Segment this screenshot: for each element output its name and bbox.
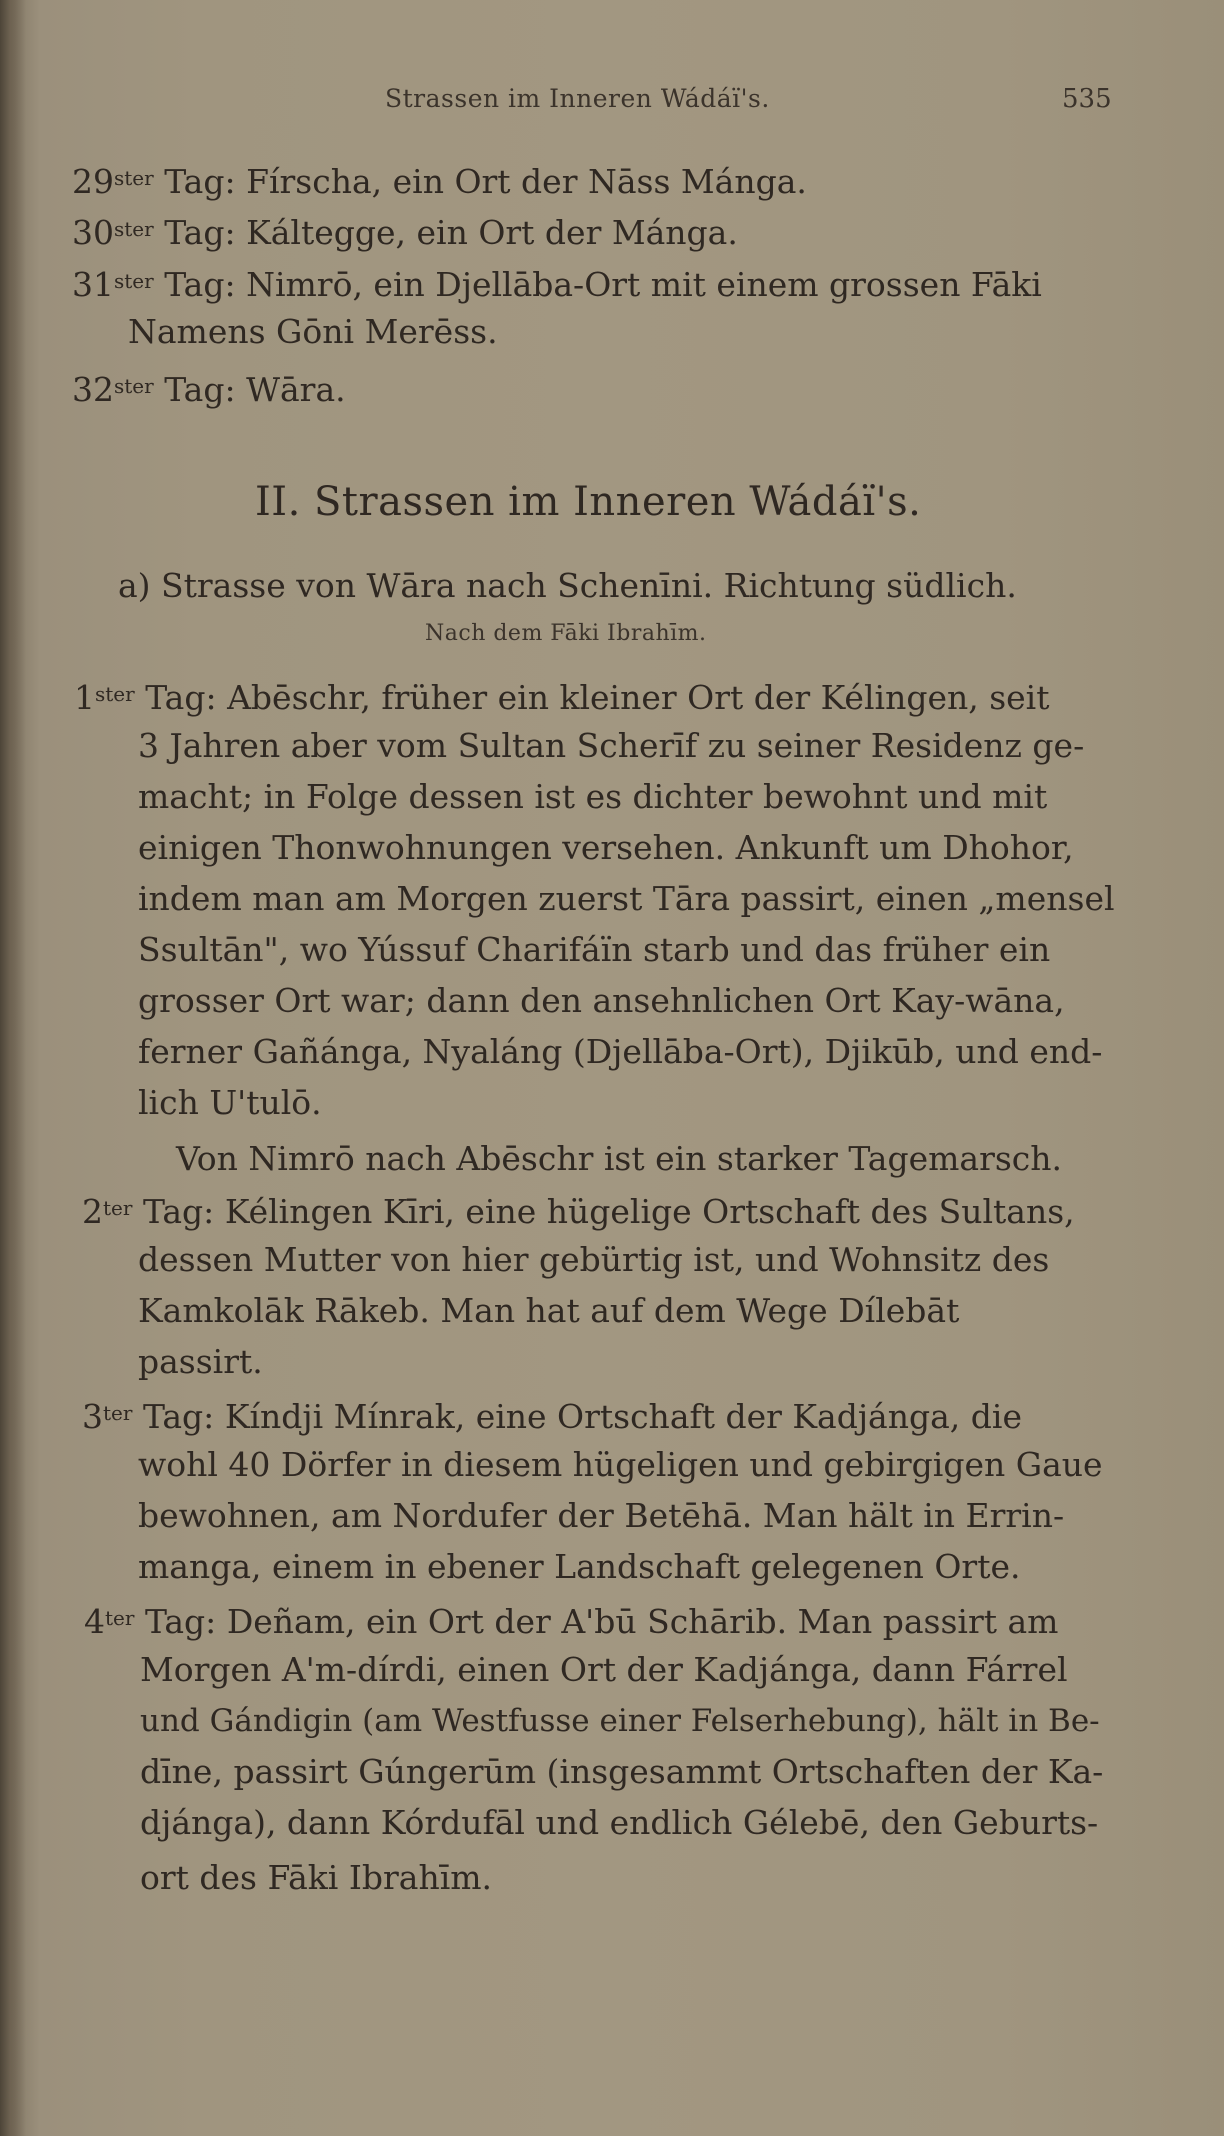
day-3-line	[82, 1391, 1022, 1439]
day-1-text-line: ferner Gañánga, Nyaláng (Djellāba-Ort), Djikūb, und end-	[138, 1032, 1103, 1071]
day-2-text: Kélingen Kīri, eine hügelige Ortschaft des Sultans,	[224, 1192, 1075, 1231]
attribution: Nach dem Fāki Ibrahīm.	[425, 621, 707, 646]
day-2-text-line: Kamkolāk Rākeb. Man hat auf dem Wege Dílebāt	[138, 1291, 960, 1330]
day-1-text-line: indem man am Morgen zuerst Tāra passirt, einen „mensel	[138, 879, 1115, 918]
spine-shadow	[0, 0, 26, 2136]
day-32-text: Wāra.	[246, 370, 346, 409]
subsection-heading: a) Strasse von Wāra nach Schenīni. Richtung südlich.	[118, 566, 1017, 605]
day-3-text-line: wohl 40 Dörfer in diesem hügeligen und gebirgigen Gaue	[138, 1445, 1103, 1484]
day-4-text-line: dīne, passirt Gúngerūm (insgesammt Ortschaften der Ka-	[140, 1752, 1104, 1791]
day-1-text-line: macht; in Folge dessen ist es dichter bewohnt und mit	[138, 777, 1048, 816]
day-2-label: $2^{ter}$ Tag:	[82, 1192, 215, 1231]
day-1-text-line: lich U'tulō.	[138, 1083, 322, 1122]
day-1-text-line: grosser Ort war; dann den ansehnlichen Ort Kay-wāna,	[138, 981, 1065, 1020]
running-head-title: Strassen im Inneren Wádáï's.	[385, 84, 770, 113]
day-29-text: Fírscha, ein Ort der Nāss Mánga.	[246, 162, 807, 201]
day-1-text-line: 3 Jahren aber vom Sultan Scherīf zu seiner Residenz ge-	[138, 726, 1085, 765]
day-29-label: $29^{ster}$ Tag:	[72, 162, 236, 201]
day-31-text: Nimrō, ein Djellāba-Ort mit einem grossen Fāki	[246, 265, 1042, 304]
day-31-continuation: Namens Gōni Merēss.	[128, 312, 498, 351]
day-1-line	[74, 672, 1049, 720]
day-4-text-line: Morgen A'm-dírdi, einen Ort der Kadjánga, dann Fárrel	[140, 1650, 1068, 1689]
day-4-text-line: djánga), dann Kórdufāl und endlich Gélebē, den Geburts-	[140, 1803, 1099, 1842]
day-3-text-line: bewohnen, am Nordufer der Betēhā. Man hält in Errin-	[138, 1496, 1065, 1535]
day-30-label: $30^{ster}$ Tag:	[72, 213, 236, 252]
day-3-label: $3^{ter}$ Tag:	[82, 1397, 215, 1436]
day-1-label: $1^{ster}$ Tag:	[74, 678, 217, 717]
day-2-line	[82, 1186, 1075, 1234]
page-number: 535	[1062, 84, 1112, 114]
day-4-label: $4^{ter}$ Tag:	[84, 1602, 217, 1641]
day-31-line	[72, 259, 1042, 307]
day-2-text-line: dessen Mutter von hier gebürtig ist, und Wohnsitz des	[138, 1240, 1050, 1279]
day-30-text: Káltegge, ein Ort der Mánga.	[246, 213, 738, 252]
day-4-text-line: ort des Fāki Ibrahīm.	[140, 1858, 493, 1897]
day-1-text-line: Ssultān", wo Yússuf Charifáïn starb und das früher ein	[138, 930, 1051, 969]
day-29-line	[72, 156, 807, 204]
day-3-text-line: manga, einem in ebener Landschaft gelegenen Orte.	[138, 1547, 1021, 1586]
day-31-label: $31^{ster}$ Tag:	[72, 265, 236, 304]
day-4-line	[84, 1596, 1058, 1644]
running-head	[0, 84, 1224, 124]
day-4-text-line: und Gándigin (am Westfusse einer Felserhebung), hält in Be-	[140, 1703, 1100, 1739]
day-30-line	[72, 207, 738, 255]
day-1-text-line: einigen Thonwohnungen versehen. Ankunft um Dhohor,	[138, 828, 1074, 867]
note-line: Von Nimrō nach Abēschr ist ein starker Tagemarsch.	[176, 1139, 1063, 1178]
day-1-text: Abēschr, früher ein kleiner Ort der Kélingen, seit	[227, 678, 1050, 717]
day-32-label: $32^{ster}$ Tag:	[72, 370, 236, 409]
day-4-text: Deñam, ein Ort der A'bū Schārib. Man passirt am	[226, 1602, 1059, 1641]
day-2-text-line: passirt.	[138, 1342, 263, 1381]
section-heading: II. Strassen im Inneren Wádáï's.	[255, 479, 922, 525]
day-32-line	[72, 364, 346, 412]
day-3-text: Kíndji Mínrak, eine Ortschaft der Kadjánga, die	[224, 1397, 1022, 1436]
